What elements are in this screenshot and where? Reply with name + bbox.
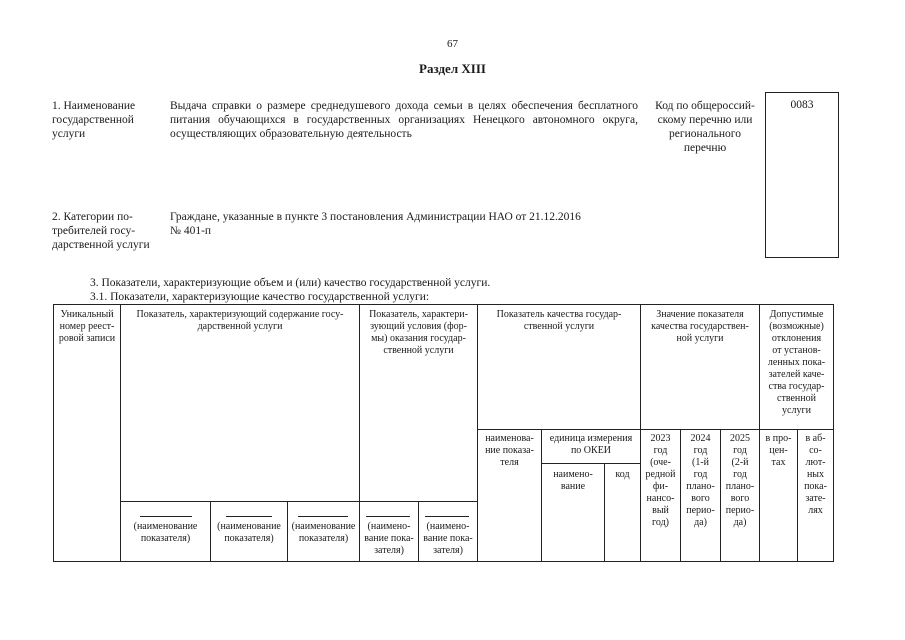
item1-label-line: государственной [52,114,134,126]
header-line: год [733,445,747,456]
content-indicator-name-3 [288,521,359,545]
header-line: зующий условия (фор- [370,321,467,332]
header-line: дарственной услуги [197,321,283,332]
subheader-year-2024 [681,433,720,529]
blank-line [226,516,272,517]
header-line: зателей каче- [768,369,825,380]
header-line: номер реест- [59,321,115,332]
code-label-line: Код по общероссий- [655,100,755,112]
header-line: вый [652,505,669,516]
header-line: в аб- [805,433,826,444]
header-line: редной [645,469,676,480]
item3-text: 3. Показатели, характеризующие объем и (или) качество государственной услуги. [90,277,491,289]
header-line: показателя) [298,533,349,544]
page-number: 67 [447,38,458,50]
header-line: (возможные) [769,321,824,332]
subheader-indicator-name [478,433,541,469]
header-line: наименова- [485,433,534,444]
header-line: да) [694,517,707,528]
header-line: год [653,445,668,456]
blank-line [425,516,469,517]
item1-label-line: услуги [52,128,86,140]
subheader-year-2023 [641,433,680,529]
header-line: зателя) [374,545,404,556]
header-line: (наимено- [367,521,411,532]
item2-text-line: Граждане, указанные в пункте 3 постановления Администрации НАО от 21.12.2016 [170,211,581,223]
header-line: зателя) [433,545,463,556]
item2-label-line: 2. Категории по- [52,211,133,223]
header-line: Показатель качества государ- [496,309,622,320]
header-line: Уникальный [60,309,114,320]
header-line: ние показа- [485,445,534,456]
header-line: показателя) [224,533,274,544]
subheader-unit-okei [542,433,640,457]
header-content-indicator [121,309,359,333]
header-line: 2023 [650,433,671,444]
header-line: мы) оказания государ- [371,333,466,344]
header-line: ства государ- [768,381,825,392]
header-line: (наимено- [426,521,470,532]
header-line: лях [808,505,823,516]
header-line: год) [652,517,669,528]
header-line: перио- [686,505,715,516]
header-line: фи- [652,481,669,492]
header-deviation [760,309,833,417]
header-line: услуги [782,405,811,416]
header-line: год [733,469,747,480]
code-label-line: регионального [669,128,741,140]
code-label-line: скому перечню или [657,114,753,126]
header-line: (1-й [691,457,709,468]
subheader-unit-name [542,469,604,493]
header-line: Значение показателя [656,309,744,320]
header-line: да) [733,517,747,528]
header-line: ной услуги [676,333,724,344]
header-line: цен- [769,445,788,456]
header-unique-number [54,309,120,345]
header-line: ленных пока- [767,357,826,368]
header-line: год [693,469,708,480]
header-line: Показатель, характеризующий содержание госу- [136,309,344,320]
header-line: лют- [805,457,826,468]
header-line: 2025 [730,433,750,444]
subheader-year-2025 [721,433,759,529]
content-indicator-name-1 [121,521,210,545]
header-line: плано- [686,481,715,492]
header-quality-indicator [478,309,640,333]
header-line: ственной услуги [523,321,595,332]
blank-line [140,516,192,517]
header-line: от установ- [772,345,821,356]
item2-text-line: № 401-п [170,225,212,237]
header-line: ровой записи [58,333,116,344]
header-line: пока- [804,481,827,492]
header-line: отклонения [771,333,822,344]
content-indicator-name-2 [211,521,287,545]
header-line: ных [806,469,825,480]
header-line: по ОКЕИ [570,445,612,456]
header-line: показателя) [140,533,191,544]
header-line: со- [809,445,822,456]
header-line: ственной услуги [383,345,454,356]
section-title: Раздел XIII [419,61,486,76]
code-value: 0083 [790,99,814,111]
header-line: зате- [805,493,826,504]
item2-label-line: дарственной услуги [52,239,150,251]
header-line: (наименование [217,521,281,532]
item31-text: 3.1. Показатели, характеризующие качество государственной услуги: [90,291,430,303]
item1-label-line: 1. Наименование [52,100,136,112]
header-line: (оче- [650,457,671,468]
header-line: вание пока- [423,533,473,544]
header-line: перио- [725,505,755,516]
blank-line [366,516,410,517]
header-line: (2-й [731,457,749,468]
header-line: плано- [725,481,755,492]
subheader-deviation-percent [760,433,797,469]
header-line: вание пока- [364,533,414,544]
header-line: (наименование [291,521,356,532]
header-line: качества государствен- [651,321,749,332]
header-line: в про- [765,433,792,444]
header-line: вание [560,481,586,492]
header-line: ственной [777,393,816,404]
condition-indicator-name-1 [360,521,418,557]
subheader-deviation-absolute [798,433,833,517]
item2-label-line: требителей госу- [52,225,136,237]
condition-indicator-name-2 [419,521,477,557]
header-line: единица измерения [549,433,633,444]
blank-line [298,516,348,517]
header-line: тах [771,457,786,468]
header-line: Показатель, характери- [369,309,468,320]
subheader-unit-code: код [615,469,630,480]
header-line: нансо- [646,493,675,504]
header-line: наимено- [553,469,593,480]
code-label-line: перечню [683,142,727,154]
header-line: теля [500,457,519,468]
header-line: год [693,445,708,456]
header-line: вого [730,493,750,504]
header-line: Допустимые [769,309,824,320]
header-quality-value [641,309,759,345]
header-line: (наименование [133,521,198,532]
item1-text: Выдача справки о размере среднедушевого дохода семьи в целях обеспечения бесплатного питания обучающихся в государственных организациях Ненецкого автономного округа, осуществляющих образовательную деятельность [170,100,638,140]
header-conditions-indicator [360,309,477,357]
header-line: 2024 [690,433,711,444]
header-line: вого [691,493,710,504]
